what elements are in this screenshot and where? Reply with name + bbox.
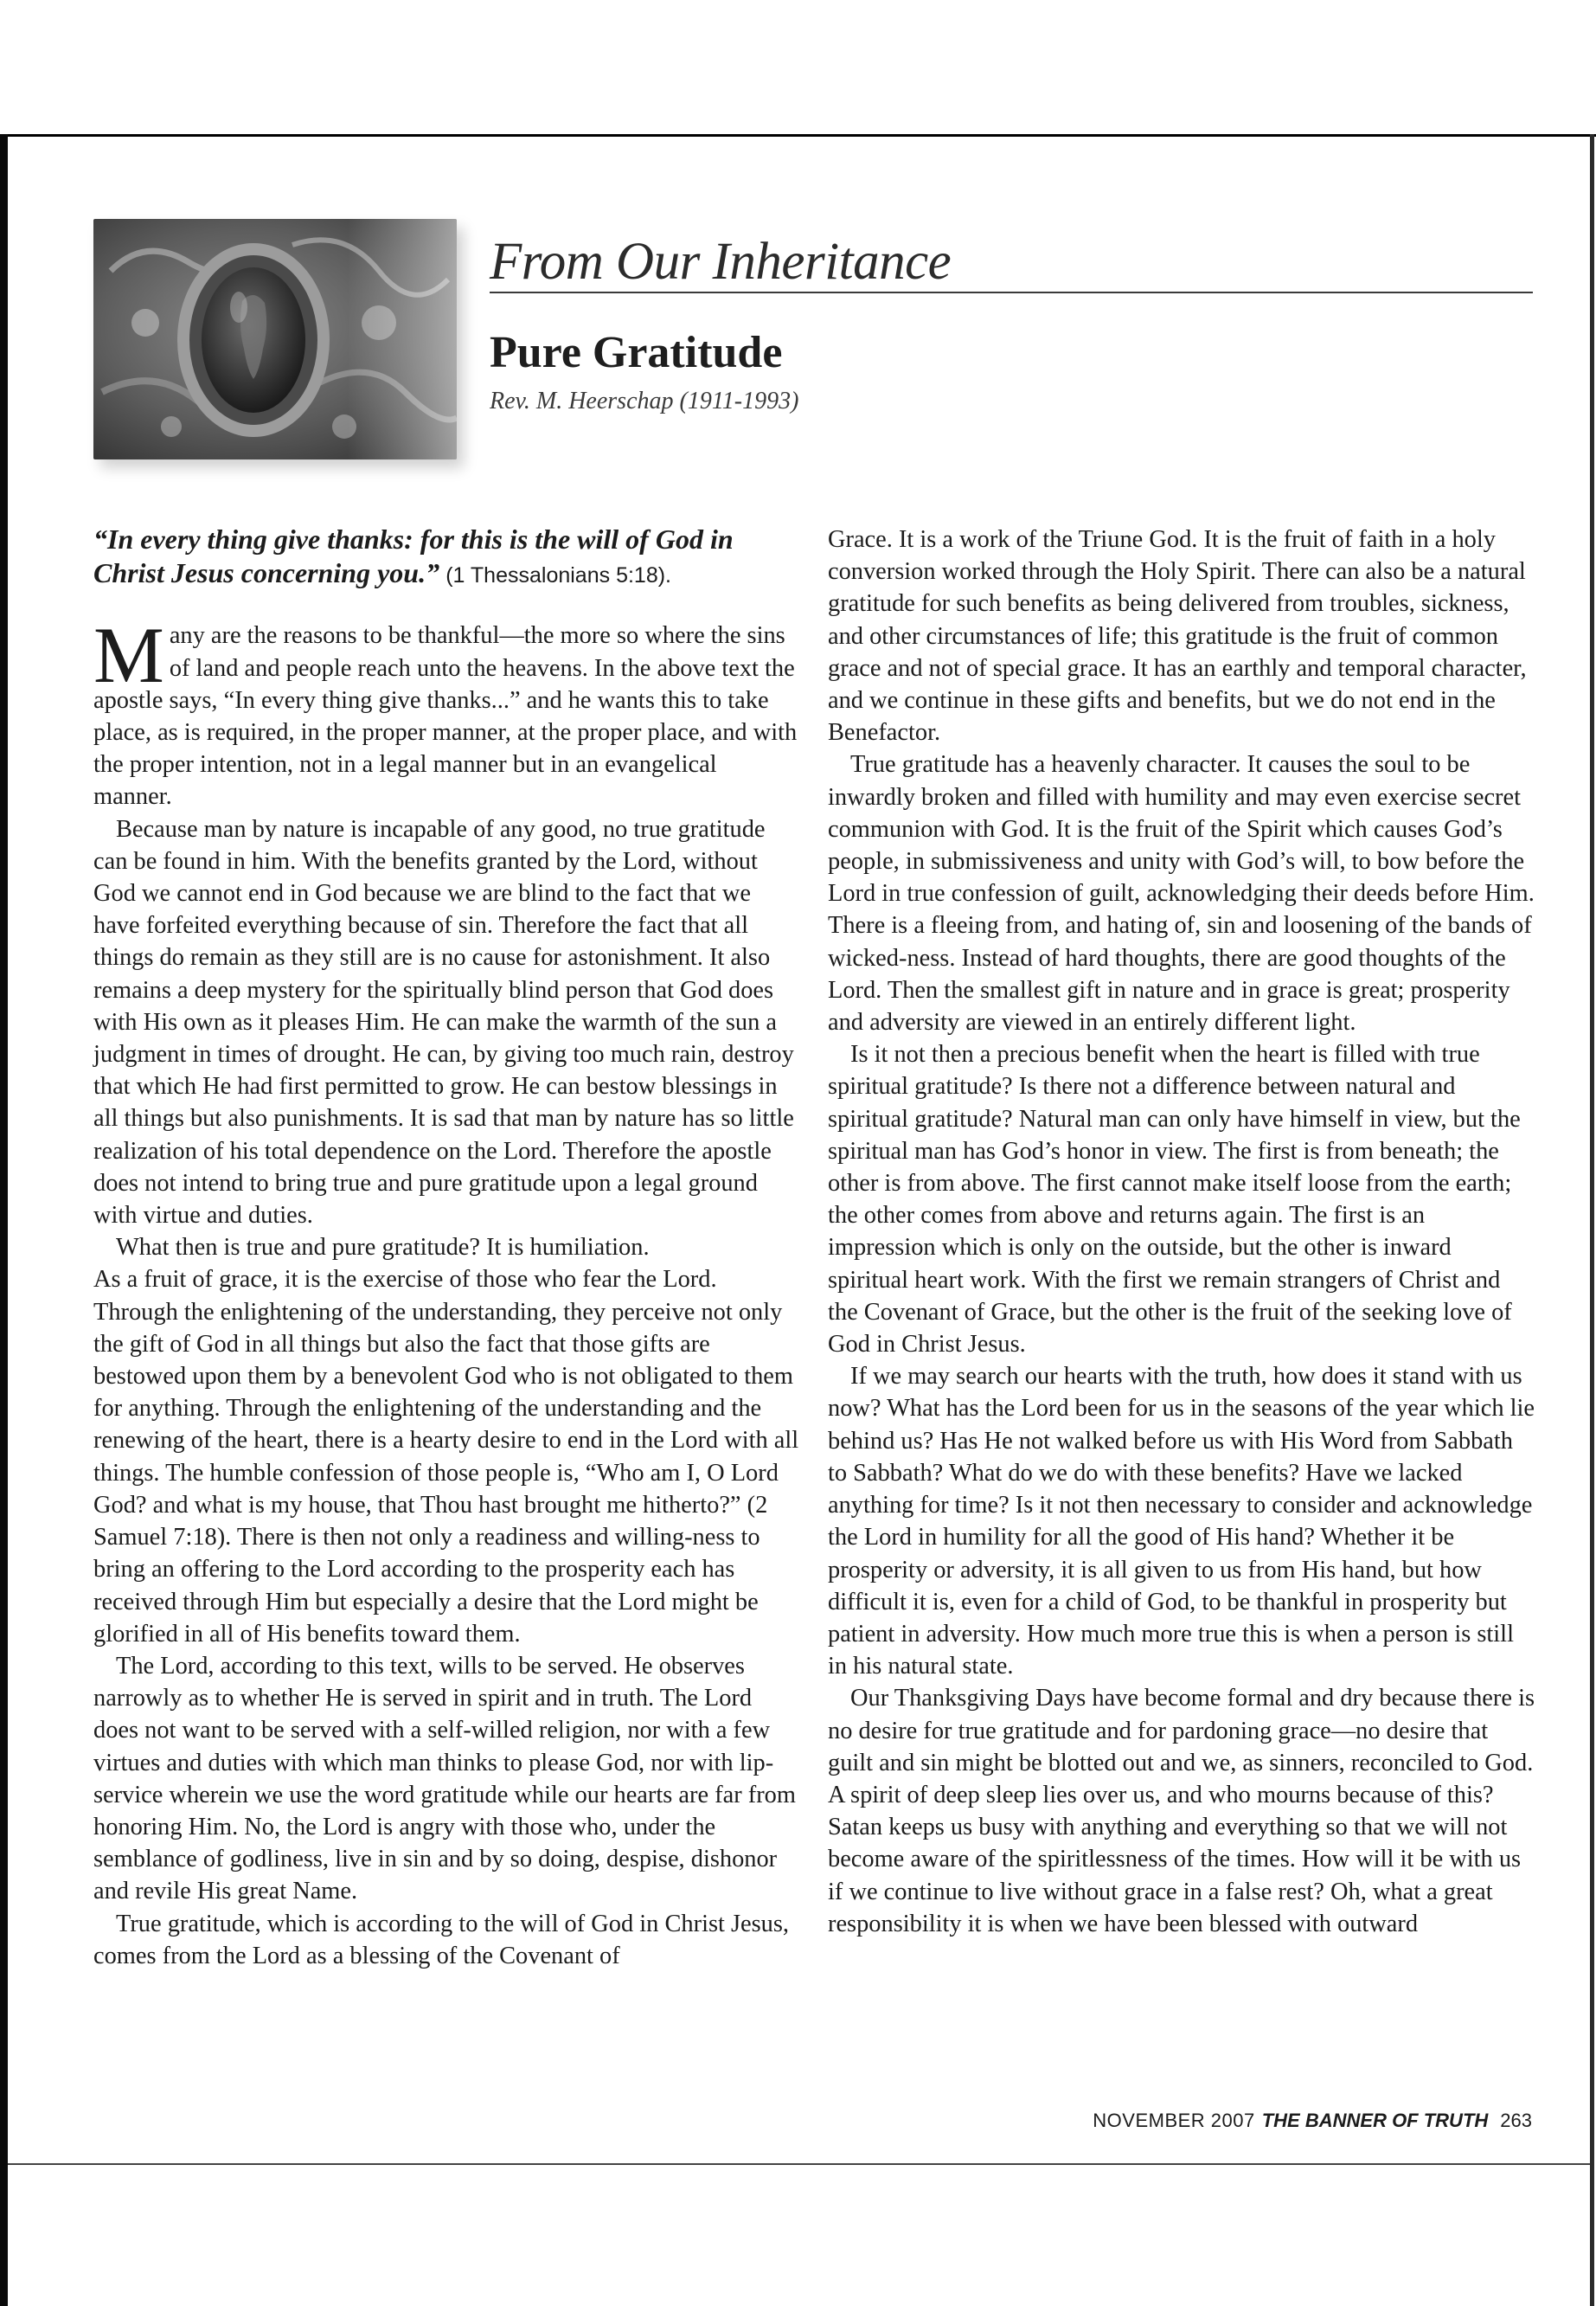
body-paragraph: True gratitude, which is according to the will of God in Christ Jesus, comes from the Lord as a blessing of the Covenant of (93, 1910, 790, 1969)
section-kicker: From Our Inheritance (490, 233, 952, 291)
page-frame-top (0, 134, 1596, 137)
body-paragraph: Because man by nature is incapable of any good, no true gratitude can be found in him. With the benefits granted by the Lord, without God we cannot end in God because we are blind to the fact that we have forfeited everything because of sin. Therefore the fact that all things do remain as they still are is no cause for astonishment. It also remains a deep mystery for the spiritually blind person that God does with His own as it pleases Him. He can make the warmth of the sun a judgment in times of drought. He can, by giving too much rain, destroy that which He had first permitted to grow. He can bestow blessings in all things but also punishments. It is sad that man by nature has so little realization of his total dependence on the Lord. Therefore the apostle does not intend to bring true and pure gratitude upon a legal ground with virtue and duties. (93, 815, 794, 1230)
body-paragraph: Is it not then a precious benefit when the heart is filled with true spiritual gratitude? Is there not a difference between natural and spiritual gratitude? Natural man can only have himself in view, but the spiritual man has God’s honor in view. The first is from beneath; the other is from above. The first cannot make itself loose from the earth; the other comes from above and returns again. The first is an impression which is only on the outside, but the other is inward spiritual heart work. With the first we remain strangers of Christ and the Covenant of Grace, but the other is the fruit of the seeking love of God in Christ Jesus. (828, 1041, 1521, 1359)
header-photo (93, 219, 457, 459)
article-title: Pure Gratitude (490, 328, 783, 377)
body-paragraph: As a fruit of grace, it is the exercise of those who fear the Lord. Through the enlightening of the understanding, they perceive not only the gift of God in all things but also the fact that those gifts are bestowed upon them by a benevolent God who is not obligated to them for anything. Through the enlightening of the understanding and the renewing of the heart, there is a hearty desire to end in the Lord with all things. The humble confession of those people is, “Who am I, O Lord God? and what is my house, that Thou hast brought me hitherto?” (2 Samuel 7:18). There is then not only a readiness and willing-ness to bring an offering to the Lord according to the prosperity each has received through Him but especially a desire that the Lord might be glorified in all of His benefits toward them. (93, 1266, 799, 1648)
body-paragraph: True gratitude has a heavenly character. It causes the soul to be inwardly broken and filled with humility and may even exercise secret communion with God. It is the fruit of the Spirit which causes God’s people, in submissiveness and unity with God’s will, to bow before the Lord in true confession of guilt, acknowledging their deeds before Him. There is a fleeing from, and hating of, sin and loosening of the bands of wicked-ness. Instead of hard thoughts, there are good thoughts of the Lord. Then the smallest gift in nature and in grace is great; prosperity and adversity are viewed in an entirely different light. (828, 751, 1535, 1037)
footer-page-number: 263 (1500, 2110, 1532, 2131)
page-frame-right (1590, 134, 1594, 2306)
epigraph-quote: “In every thing give thanks: for this is the will of God in Christ Jesus concerning you.” (93, 524, 734, 589)
epigraph-reference: (1 Thessalonians 5:18). (445, 563, 671, 588)
drop-cap: M (93, 611, 164, 700)
kicker-rule (490, 292, 1533, 293)
continued-paragraph: Grace. It is a work of the Triune God. It is the fruit of faith in a holy conversion worked through the Holy Spirit. There can also be a natural gratitude for such benefits as being delivered from troubles, sickness, and other circumstances of life; this gratitude is the fruit of common grace and not of special grace. It has an earthly and temporal character, and we continue in these gifts and benefits, but we do not end in the Benefactor. (828, 526, 1527, 747)
left-column (93, 524, 801, 1972)
body-paragraph: The Lord, according to this text, wills to be served. He observes narrowly as to whether He is served in spirit and in truth. The Lord does not want to be served with a self-willed religion, nor with a few virtues and duties with which man thinks to please God, nor with lip-service wherein we use the word gratitude while our hearts are far from honoring Him. No, the Lord is angry with those who, under the semblance of godliness, live in sin and by so doing, despise, dishonor and revile His great Name. (93, 1652, 796, 1905)
article-byline: Rev. M. Heerschap (1911-1993) (490, 388, 799, 414)
page-frame-left (0, 134, 8, 2306)
bottom-rule (8, 2163, 1590, 2165)
footer-magazine-name: THE BANNER OF TRUTH (1261, 2110, 1489, 2131)
epigraph (93, 524, 801, 592)
body-paragraph: What then is true and pure gratitude? It is humiliation. (116, 1234, 650, 1262)
opening-paragraph (93, 611, 801, 813)
page-footer (1093, 2110, 1532, 2132)
body-paragraph: Our Thanksgiving Days have become formal and dry because there is no desire for true gratitude and for pardoning grace—no desire that guilt and sin might be blotted out and we, as sinners, reconciled to God. A spirit of deep sleep lies over us, and who mourns because of this? Satan keeps us busy with anything and everything so that we will not become aware of the spiritlessness of the times. How will it be with us if we continue to live without grace in a false rest? Oh, what a great responsibility it is when we have been blessed with outward (828, 1685, 1535, 1937)
right-column (828, 524, 1535, 1940)
footer-issue-date: NOVEMBER 2007 (1093, 2110, 1255, 2131)
body-paragraph: If we may search our hearts with the truth, how does it stand with us now? What has the Lord been for us in the seasons of the year which lie behind us? Has He not walked before us with His Word from Sabbath to Sabbath? What do we do with these benefits? Have we lacked anything for time? Is it not then necessary to consider and acknowledge the Lord in humility for all the good of His hand? Whether it be prosperity or adversity, it is all given to us from His hand, but how difficult it is, even for a child of God, to be thankful in prosperity but patient in adversity. How much more true this is when a person is still in his natural state. (828, 1363, 1535, 1680)
opening-paragraph-text: any are the reasons to be thankful—the more so where the sins of land and people reach unto the heavens. In the above text the apostle says, “In every thing give thanks...” and he wants this to take place, as is required, in the proper manner, at the proper place, and with the proper intention, not in a legal manner but in an evangelical manner. (93, 622, 798, 811)
